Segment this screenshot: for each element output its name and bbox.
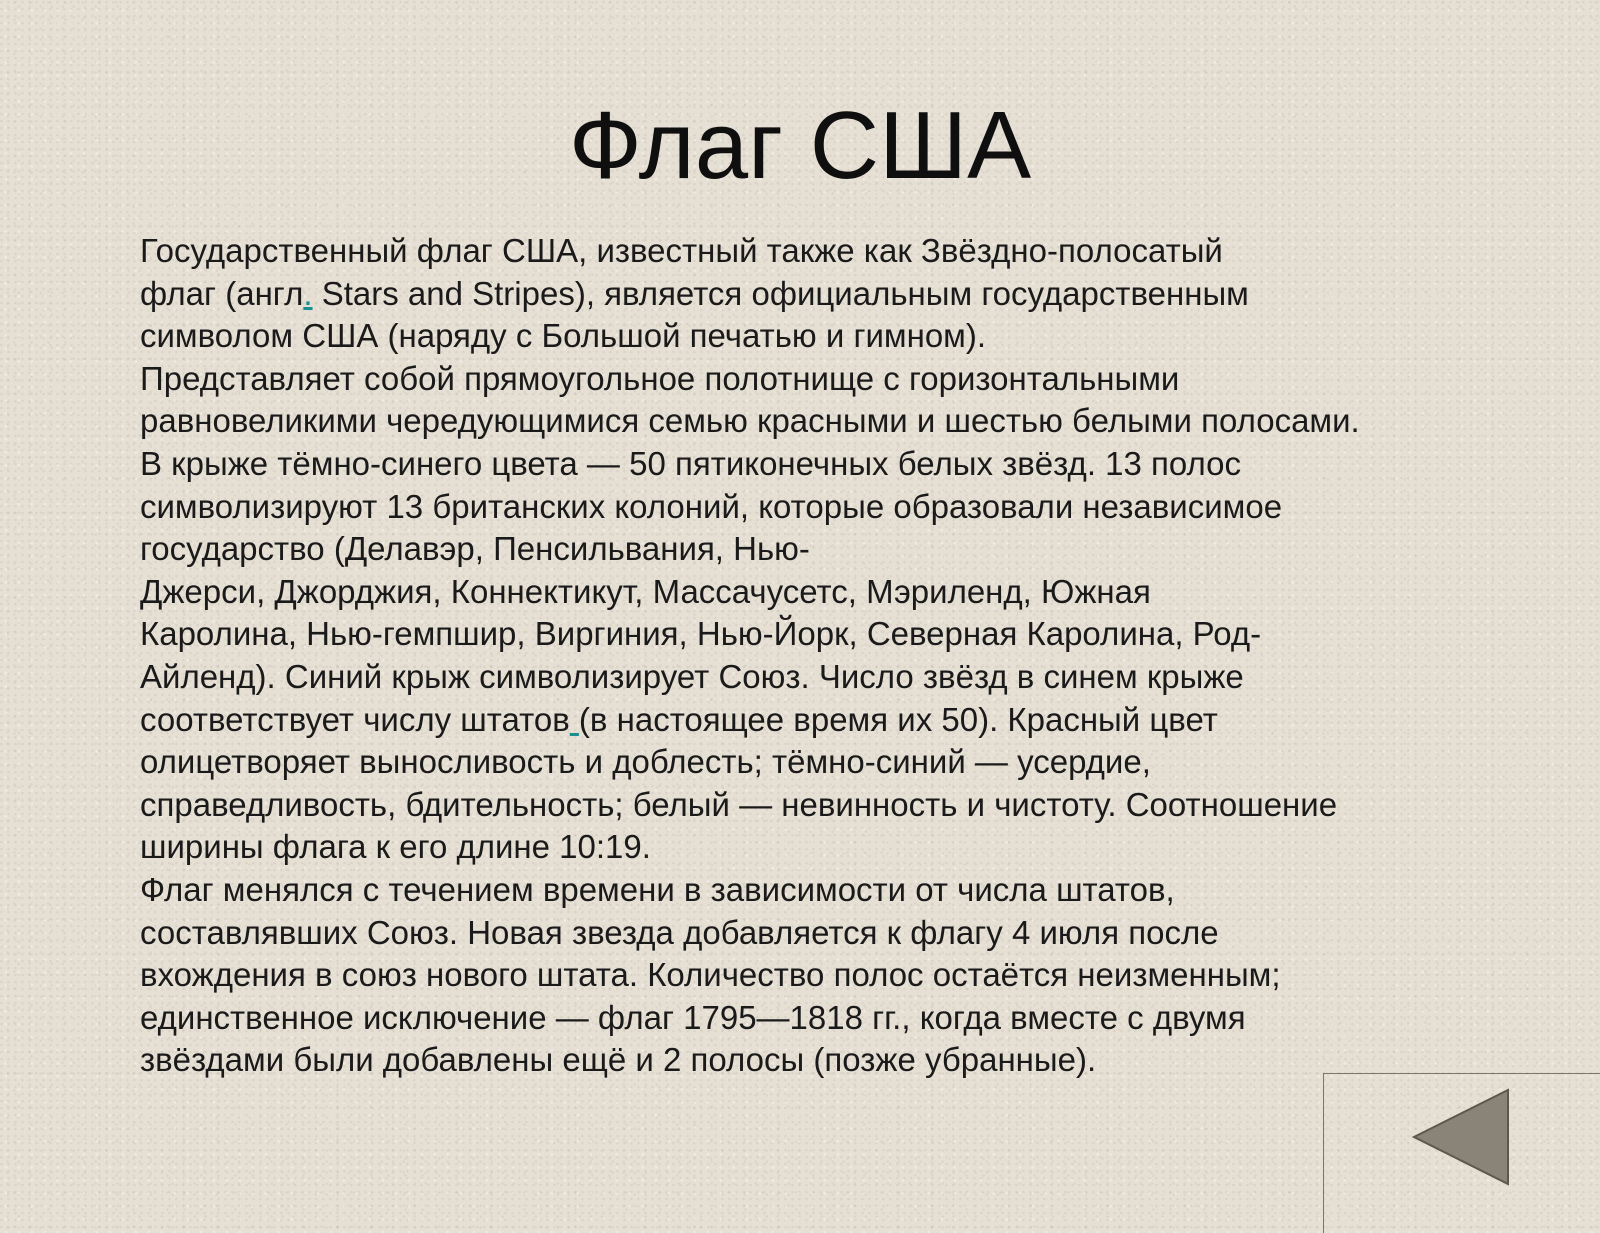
body-line: Джерси, Джорджия, Коннектикут, Массачусетс, Мэриленд, Южная (140, 572, 1151, 610)
body-line: олицетворяет выносливость и доблесть; тёмно-синий — усердие, (140, 743, 1151, 781)
body-line: вхождения в союз нового штата. Количество полос остаётся неизменным; (140, 956, 1281, 994)
body-text-fragment: флаг (англ (140, 274, 304, 312)
body-text-fragment: Stars and Stripes), является официальным государственным (312, 274, 1249, 312)
body-line: Каролина, Нью-гемпшир, Виргиния, Нью-Йорк, Северная Каролина, Род- (140, 615, 1262, 653)
back-arrow-shape (1414, 1090, 1508, 1184)
body-line: символом США (наряду с Большой печатью и гимном). (140, 317, 987, 355)
triangle-left-icon (1410, 1088, 1510, 1188)
body-line: звёздами были добавлены ещё и 2 полосы (позже убранные). (140, 1041, 1097, 1079)
body-line: В крыже тёмно-синего цвета — 50 пятиконечных белых звёзд. 13 полос (140, 444, 1242, 482)
body-text-fragment: (в настоящее время их 50). Красный цвет (578, 700, 1218, 738)
back-button[interactable] (1410, 1088, 1510, 1188)
body-line: Государственный флаг США, известный также как Звёздно-полосатый (140, 232, 1223, 269)
body-line: ширины флага к его длине 10:19. (140, 828, 651, 866)
abbreviation-link[interactable]: . (303, 274, 313, 312)
slide-body-text (140, 230, 1480, 1082)
body-line: Представляет собой прямоугольное полотнище с горизонтальными (140, 359, 1180, 397)
body-line: единственное исключение — флаг 1795—1818 гг., когда вместе с двумя (140, 998, 1246, 1036)
body-line: символизируют 13 британских колоний, которые образовали независимое (140, 487, 1283, 525)
slide-title: Флаг США (568, 92, 1032, 199)
body-line (140, 273, 1480, 316)
body-line: равновеликими чередующимися семью красными и шестью белыми полосами. (140, 402, 1360, 440)
body-line (140, 699, 1480, 742)
body-line: Флаг менялся с течением времени в зависимости от числа штатов, (140, 870, 1175, 908)
body-line: составлявших Союз. Новая звезда добавляется к флагу 4 июля после (140, 913, 1219, 951)
states-link[interactable] (570, 701, 579, 738)
body-text-fragment: соответствует числу штатов (140, 700, 570, 738)
body-line: государство (Делавэр, Пенсильвания, Нью- (140, 530, 810, 568)
body-line: справедливость, бдительность; белый — невинность и чистоту. Соотношение (140, 785, 1338, 823)
body-line: Айленд). Синий крыж символизирует Союз. Число звёзд в синем крыже (140, 657, 1244, 695)
